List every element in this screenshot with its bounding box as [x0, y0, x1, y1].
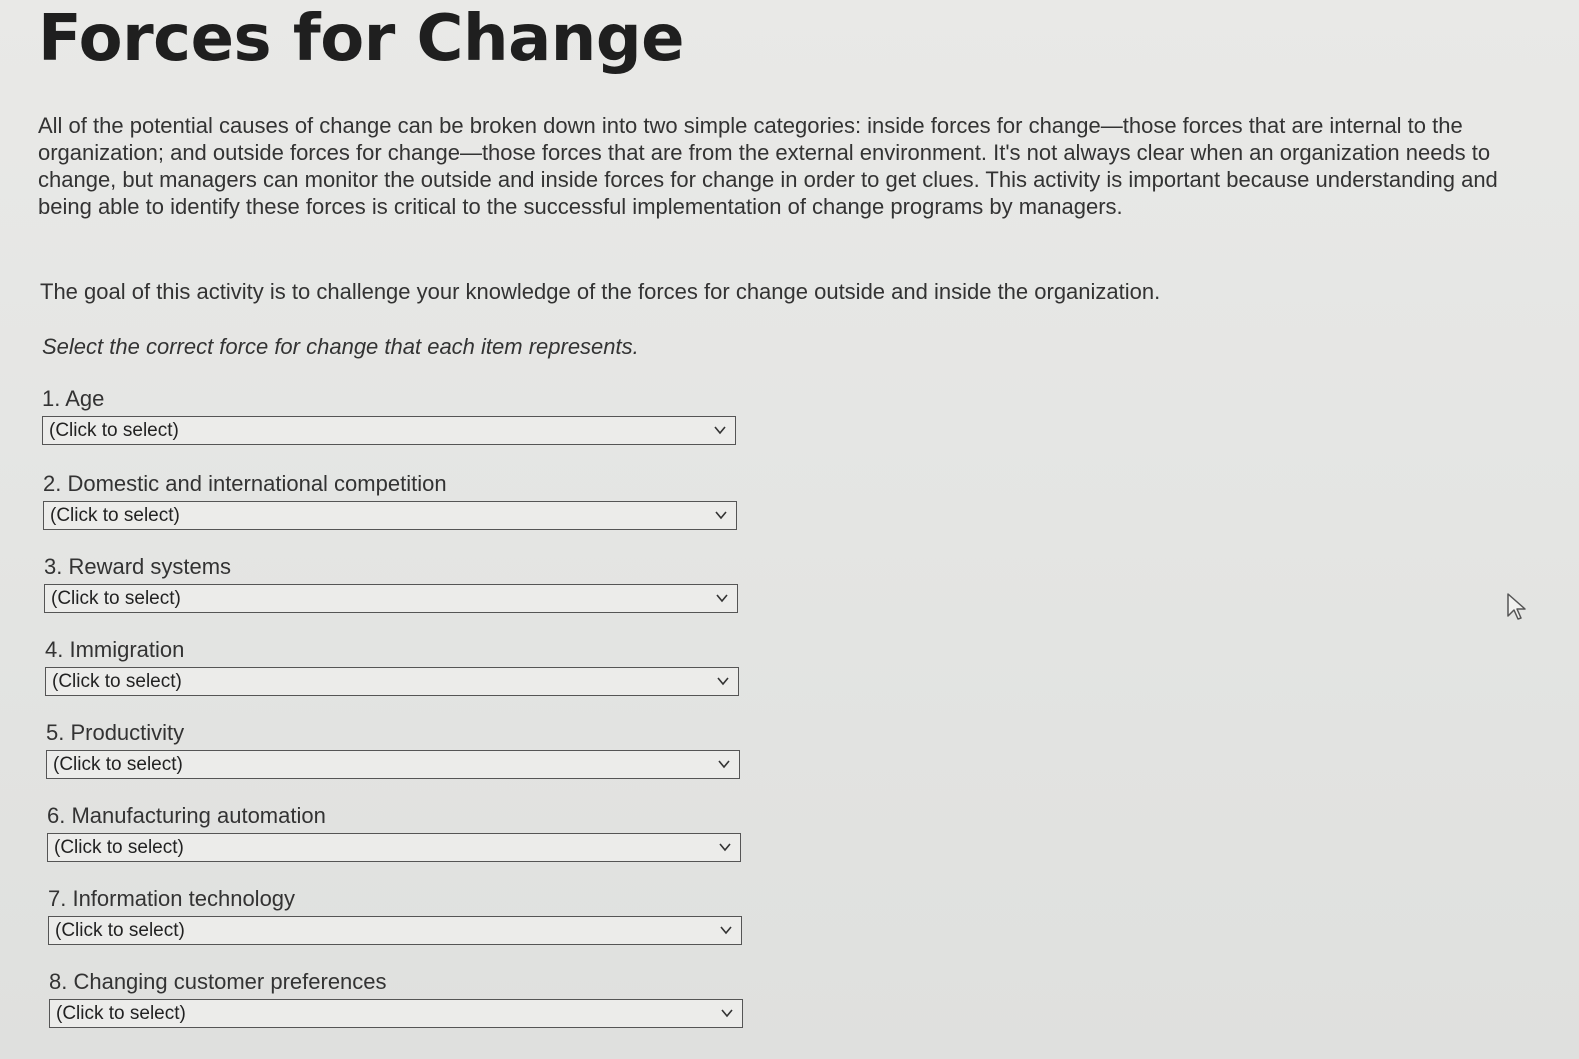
question-label: 1. Age — [42, 386, 105, 411]
chevron-down-icon — [713, 423, 727, 437]
question-label: 6. Manufacturing automation — [47, 803, 326, 828]
force-select-3[interactable] — [44, 584, 738, 613]
chevron-down-icon — [719, 923, 733, 937]
chevron-down-icon — [715, 591, 729, 605]
force-select-2[interactable] — [43, 501, 737, 530]
chevron-down-icon — [717, 757, 731, 771]
force-select-5[interactable] — [46, 750, 740, 779]
mouse-pointer-icon — [1506, 592, 1528, 622]
select-value: (Click to select) — [51, 588, 181, 609]
question-5 — [46, 720, 740, 779]
question-4 — [45, 637, 739, 696]
force-select-1[interactable] — [42, 416, 736, 445]
select-value: (Click to select) — [56, 1003, 186, 1024]
question-label: 7. Information technology — [48, 886, 296, 911]
force-select-8[interactable] — [49, 999, 743, 1028]
force-select-4[interactable] — [45, 667, 739, 696]
chevron-down-icon — [714, 508, 728, 522]
force-select-6[interactable] — [47, 833, 741, 862]
question-label: 3. Reward systems — [44, 554, 232, 579]
select-value: (Click to select) — [54, 837, 184, 858]
question-6 — [47, 803, 741, 862]
question-7 — [48, 886, 742, 945]
question-3 — [44, 554, 738, 613]
select-value: (Click to select) — [55, 920, 185, 941]
select-value: (Click to select) — [49, 420, 179, 441]
question-label: 2. Domestic and international competition — [43, 471, 447, 496]
select-value: (Click to select) — [52, 671, 182, 692]
goal-paragraph: The goal of this activity is to challenge your knowledge of the forces for change outside and inside the organization. — [40, 279, 1161, 304]
select-value: (Click to select) — [50, 505, 180, 526]
question-label: 8. Changing customer preferences — [49, 969, 387, 994]
page-title: Forces for Change — [38, 2, 685, 76]
select-value: (Click to select) — [53, 754, 183, 775]
chevron-down-icon — [718, 840, 732, 854]
question-label: 5. Productivity — [46, 720, 185, 745]
question-1 — [42, 386, 736, 445]
force-select-7[interactable] — [48, 916, 742, 945]
chevron-down-icon — [720, 1006, 734, 1020]
question-label: 4. Immigration — [45, 637, 185, 662]
question-2 — [43, 471, 737, 530]
instruction-text: Select the correct force for change that each item represents. — [42, 334, 639, 359]
intro-paragraph: All of the potential causes of change can be broken down into two simple categories: inside forces for change—those forces that are internal to the organization; and outside forces for change—those forces that are from the external environment. It's not always clear when an organization needs to change, but managers can monitor the outside and inside forces for change in order to get clues. This activity is important because understanding and being able to identify these forces is critical to the successful implementation of change programs by managers. — [38, 113, 1498, 219]
question-8 — [49, 969, 743, 1028]
chevron-down-icon — [716, 674, 730, 688]
